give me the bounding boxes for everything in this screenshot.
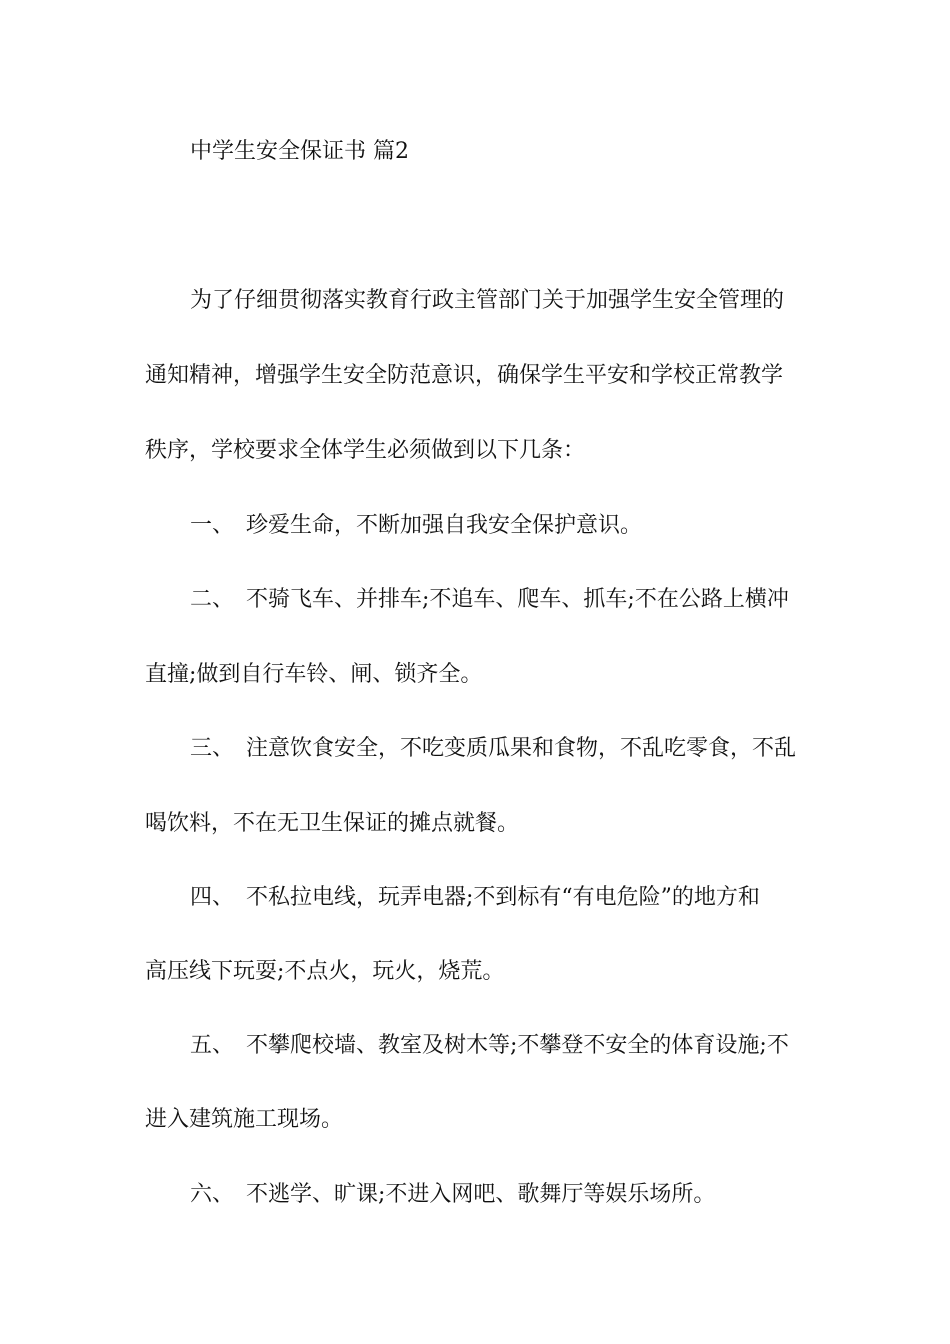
item-6-text: 不逃学、旷课;不进入网吧、歌舞厅等娱乐场所。 [246,1182,716,1207]
item-5-number: 五、 [190,1033,235,1058]
item-3-line-2: 喝饮料，不在无卫生保证的摊点就餐。 [145,811,520,836]
intro-line-3: 秩序，学校要求全体学生必须做到以下几条： [145,438,586,463]
item-3-number: 三、 [190,736,235,761]
item-3-text: 注意饮食安全，不吃变质瓜果和食物，不乱吃零食，不乱 [246,736,797,761]
item-4-number: 四、 [190,885,235,910]
intro-line-2: 通知精神，增强学生安全防范意识，确保学生平安和学校正常教学 [145,363,784,388]
item-1-text: 珍爱生命，不断加强自我安全保护意识。 [246,513,643,538]
item-3-line-1 [190,735,796,763]
document-title: 中学生安全保证书 篇2 [190,139,409,164]
item-5-line-2: 进入建筑施工现场。 [145,1107,344,1132]
item-1-number: 一、 [190,513,235,538]
item-1-line-1 [190,512,642,540]
item-4-line-1 [190,884,760,912]
item-4-line-2: 高压线下玩耍;不点火，玩火，烧荒。 [145,959,505,984]
item-6-line-1 [190,1181,715,1209]
item-2-line-2: 直撞;做到自行车铃、闸、锁齐全。 [145,662,483,687]
item-2-number: 二、 [190,587,235,612]
item-5-text: 不攀爬校墙、教室及树木等;不攀登不安全的体育设施;不 [246,1033,789,1058]
item-2-line-1 [190,586,789,614]
intro-line-1: 为了仔细贯彻落实教育行政主管部门关于加强学生安全管理的 [190,288,785,313]
item-4-text: 不私拉电线，玩弄电器;不到标有“有电危险”的地方和 [246,885,760,910]
item-6-number: 六、 [190,1182,235,1207]
item-2-text: 不骑飞车、并排车;不追车、爬车、抓车;不在公路上横冲 [246,587,789,612]
item-5-line-1 [190,1032,789,1060]
